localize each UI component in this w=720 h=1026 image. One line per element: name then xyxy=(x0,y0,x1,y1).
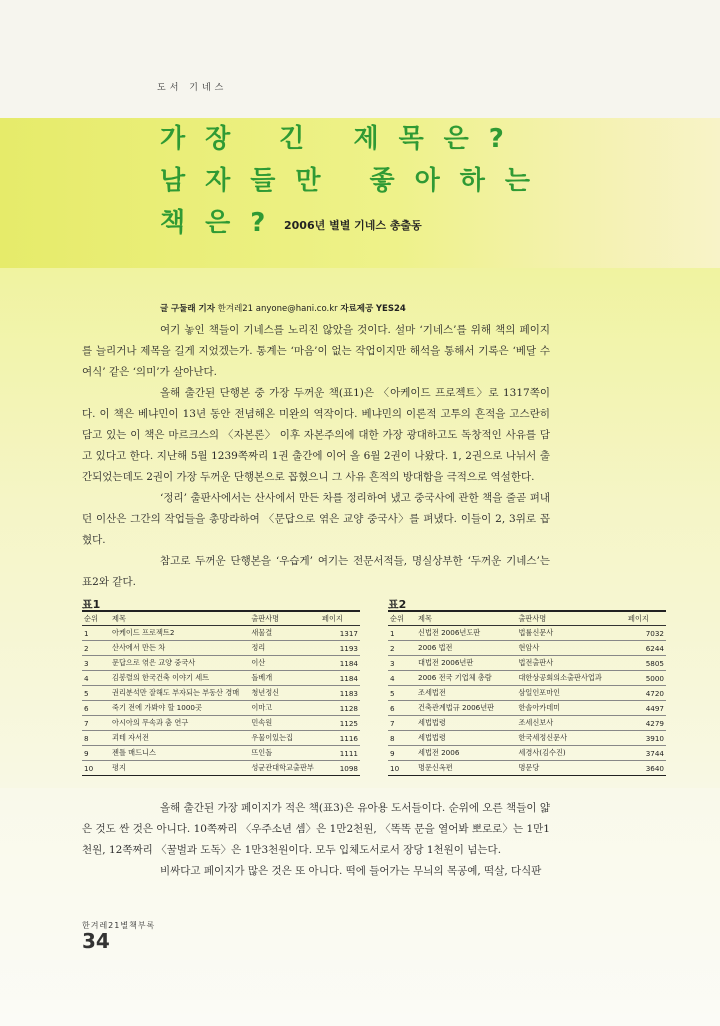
cell-publisher: 정리 xyxy=(249,641,320,656)
cell-title: 문답으로 엮은 교양 중국사 xyxy=(110,656,249,671)
column-header-title: 제목 xyxy=(416,612,516,626)
cell-rank: 1 xyxy=(82,626,110,641)
cell-pages: 1116 xyxy=(320,731,360,746)
cell-pages: 3744 xyxy=(626,746,666,761)
cell-publisher: 한국세정신문사 xyxy=(516,731,626,746)
table-1-grid xyxy=(82,612,360,776)
headline-line-1: 가장 긴 제목은? xyxy=(160,124,524,154)
cell-rank: 3 xyxy=(388,656,416,671)
cell-pages: 1184 xyxy=(320,656,360,671)
table-row xyxy=(388,671,666,686)
cell-title: 세법법령 xyxy=(416,716,516,731)
byline-writer-label: 글 xyxy=(160,304,169,314)
article-body-top xyxy=(82,320,550,593)
paragraph: 여기 놓인 책들이 기네스를 노리진 않았을 것이다. 설마 ‘기네스’를 위해 책의 페이지를 늘리거나 제목을 길게 지었겠는가. 통계는 ‘마음’이 없는 작업이지만 해석을 통해서 기록은 ‘베달 수여식’ 같은 ‘의미’가 살아난다. xyxy=(82,324,550,378)
table-row xyxy=(388,656,666,671)
page-background-top xyxy=(0,0,720,120)
cell-title: 대법전 2006년판 xyxy=(416,656,516,671)
cell-rank: 9 xyxy=(82,746,110,761)
cell-title: 명문신옥편 xyxy=(416,761,516,776)
headline-line-3: 책은? xyxy=(160,208,286,238)
byline-writer-info: 한겨레21 anyone@hani.co.kr xyxy=(217,304,338,314)
cell-pages: 1183 xyxy=(320,686,360,701)
cell-publisher: 법전출판사 xyxy=(516,656,626,671)
table-row xyxy=(388,701,666,716)
cell-rank: 5 xyxy=(82,686,110,701)
cell-pages: 1193 xyxy=(320,641,360,656)
column-header-publisher: 출판사명 xyxy=(516,612,626,626)
paragraph: 올해 출간된 단행본 중 가장 두꺼운 책(표1)은 〈아케이드 프로젝트〉로 1317쪽이다. 이 책은 베냐민이 13년 동안 전념해온 미완의 역작이다. 베냐민의 이론적 고투의 흔적을 고스란히 담고 있는 이 책은 마르크스의 〈자본론〉 이후 자본주의에 대한 가장 광대하고도 독창적인 사유를 담고 있다고 한다. 지난해 5월 1239쪽짜리 1권 출간에 이어 올 6월 2권이 나왔다. 1, 2권으로 나뉘서 출간되었는데도 2권이 가장 두꺼운 단행본으로 꼽혔으니 그 사유 흔적의 방대함을 극적으로 역설한다. xyxy=(82,387,550,483)
cell-title: 건축관계법규 2006년판 xyxy=(416,701,516,716)
table-row xyxy=(82,761,360,776)
table-2-grid xyxy=(388,612,666,776)
cell-pages: 4720 xyxy=(626,686,666,701)
table-1 xyxy=(82,596,360,776)
cell-publisher: 이마고 xyxy=(249,701,320,716)
cell-title: 권리분석만 잘해도 부자되는 부동산 경매 xyxy=(110,686,249,701)
cell-publisher: 새물결 xyxy=(249,626,320,641)
cell-rank: 2 xyxy=(388,641,416,656)
byline-source-label: 자료제공 xyxy=(340,304,374,314)
headline-line-2: 남자들만 좋아하는 xyxy=(160,166,550,196)
paragraph: 비싸다고 페이지가 많은 것은 또 아니다. 떡에 들어가는 무늬의 목공예, 떡살, 다식판 xyxy=(160,865,542,877)
cell-pages: 1111 xyxy=(320,746,360,761)
cell-pages: 5805 xyxy=(626,656,666,671)
cell-pages: 1098 xyxy=(320,761,360,776)
cell-title: 평지 xyxy=(110,761,249,776)
footer-publication: 한겨레21별책부록 xyxy=(82,921,156,930)
cell-pages: 4279 xyxy=(626,716,666,731)
cell-pages: 1184 xyxy=(320,671,360,686)
cell-pages: 3640 xyxy=(626,761,666,776)
table-row xyxy=(82,716,360,731)
cell-rank: 2 xyxy=(82,641,110,656)
byline xyxy=(160,302,406,314)
cell-rank: 4 xyxy=(388,671,416,686)
cell-pages: 3910 xyxy=(626,731,666,746)
column-header-pages: 페이지 xyxy=(320,612,360,626)
cell-title: 세법전 2006 xyxy=(416,746,516,761)
table-row xyxy=(388,626,666,641)
cell-publisher: 법률신문사 xyxy=(516,626,626,641)
table-row xyxy=(82,641,360,656)
table-row xyxy=(388,716,666,731)
table-row xyxy=(82,671,360,686)
cell-publisher: 조세신보사 xyxy=(516,716,626,731)
table-row xyxy=(388,641,666,656)
cell-publisher: 현암사 xyxy=(516,641,626,656)
cell-pages: 1128 xyxy=(320,701,360,716)
cell-title: 괴테 자서전 xyxy=(110,731,249,746)
table-row xyxy=(82,686,360,701)
table-header-row xyxy=(82,612,360,626)
column-header-pages: 페이지 xyxy=(626,612,666,626)
cell-title: 아시아의 무속과 춤 연구 xyxy=(110,716,249,731)
table-1-body xyxy=(82,626,360,776)
headline-subtitle: 2006년 별별 기네스 총출동 xyxy=(284,219,422,232)
table-row xyxy=(388,731,666,746)
cell-title: 죽기 전에 가봐야 할 1000곳 xyxy=(110,701,249,716)
table-row xyxy=(388,761,666,776)
cell-publisher: 민속원 xyxy=(249,716,320,731)
cell-title: 젠틀 매드니스 xyxy=(110,746,249,761)
cell-rank: 9 xyxy=(388,746,416,761)
cell-rank: 6 xyxy=(388,701,416,716)
cell-rank: 5 xyxy=(388,686,416,701)
cell-publisher: 돌베개 xyxy=(249,671,320,686)
cell-pages: 4497 xyxy=(626,701,666,716)
column-header-publisher: 출판사명 xyxy=(249,612,320,626)
cell-pages: 6244 xyxy=(626,641,666,656)
table-2-title: 표2 xyxy=(388,596,666,612)
table-row xyxy=(82,656,360,671)
cell-title: 2006 법전 xyxy=(416,641,516,656)
cell-rank: 7 xyxy=(388,716,416,731)
cell-publisher: 이산 xyxy=(249,656,320,671)
table-row xyxy=(82,701,360,716)
column-header-title: 제목 xyxy=(110,612,249,626)
cell-pages: 1125 xyxy=(320,716,360,731)
column-header-rank: 순위 xyxy=(388,612,416,626)
cell-rank: 3 xyxy=(82,656,110,671)
cell-publisher: 청년정신 xyxy=(249,686,320,701)
byline-source: YES24 xyxy=(375,304,406,314)
cell-publisher: 명문당 xyxy=(516,761,626,776)
cell-rank: 7 xyxy=(82,716,110,731)
cell-publisher: 뜨인돌 xyxy=(249,746,320,761)
cell-rank: 4 xyxy=(82,671,110,686)
table-row xyxy=(82,746,360,761)
cell-rank: 10 xyxy=(82,761,110,776)
cell-rank: 10 xyxy=(388,761,416,776)
page-number: 34 xyxy=(82,929,110,953)
cell-publisher: 세경사(김수진) xyxy=(516,746,626,761)
cell-title: 조세법전 xyxy=(416,686,516,701)
cell-publisher: 삼일인포마인 xyxy=(516,686,626,701)
byline-writer: 구둘래 기자 xyxy=(170,304,215,314)
table-row xyxy=(82,626,360,641)
cell-pages: 5000 xyxy=(626,671,666,686)
cell-title: 2006 전국 기업체 총람 xyxy=(416,671,516,686)
cell-publisher: 한솔아카데미 xyxy=(516,701,626,716)
cell-rank: 6 xyxy=(82,701,110,716)
paragraph: ‘정리’ 출판사에서는 산사에서 만든 차를 정리하여 냈고 중국사에 관한 책을 줄곧 펴내던 이산은 그간의 작업들을 총망라하여 〈문답으로 엮은 교양 중국사〉를 펴냈다. 이들이 2, 3위로 꼽혔다. xyxy=(82,492,550,546)
table-2-body xyxy=(388,626,666,776)
cell-pages: 1317 xyxy=(320,626,360,641)
table-2 xyxy=(388,596,666,776)
table-header-row xyxy=(388,612,666,626)
paragraph: 참고로 두꺼운 단행본을 ‘우습게’ 여기는 전문서적들, 명실상부한 ‘두꺼운 기네스’는 표2와 같다. xyxy=(82,555,550,588)
cell-rank: 8 xyxy=(388,731,416,746)
cell-publisher: 우물이있는집 xyxy=(249,731,320,746)
cell-rank: 8 xyxy=(82,731,110,746)
section-label: 도서 기네스 xyxy=(157,83,228,93)
table-1-title: 표1 xyxy=(82,596,360,612)
cell-pages: 7032 xyxy=(626,626,666,641)
cell-title: 세법법령 xyxy=(416,731,516,746)
cell-title: 산사에서 만든 차 xyxy=(110,641,249,656)
column-header-rank: 순위 xyxy=(82,612,110,626)
table-row xyxy=(82,731,360,746)
cell-title: 아케이드 프로젝트2 xyxy=(110,626,249,641)
cell-publisher: 성균관대학교출판부 xyxy=(249,761,320,776)
table-row xyxy=(388,746,666,761)
table-row xyxy=(388,686,666,701)
cell-title: 신법전 2006년도판 xyxy=(416,626,516,641)
cell-publisher: 대한상공회의소출판사업과 xyxy=(516,671,626,686)
paragraph: 올해 출간된 가장 페이지가 적은 책(표3)은 유아용 도서들이다. 순위에 오른 책들이 얇은 것도 싼 것은 아니다. 10쪽짜리 〈우주소년 셈〉은 1만2천원, 〈똑똑 문을 열어봐 뽀로로〉는 1만1천원, 12쪽짜리 〈꿀벌과 도독〉은 1만3천원이다. 모두 입체도서로서 장당 1천원이 넘는다. xyxy=(82,802,550,856)
cell-title: 김봉렬의 한국건축 이야기 세트 xyxy=(110,671,249,686)
article-body-bottom xyxy=(82,798,550,882)
cell-rank: 1 xyxy=(388,626,416,641)
